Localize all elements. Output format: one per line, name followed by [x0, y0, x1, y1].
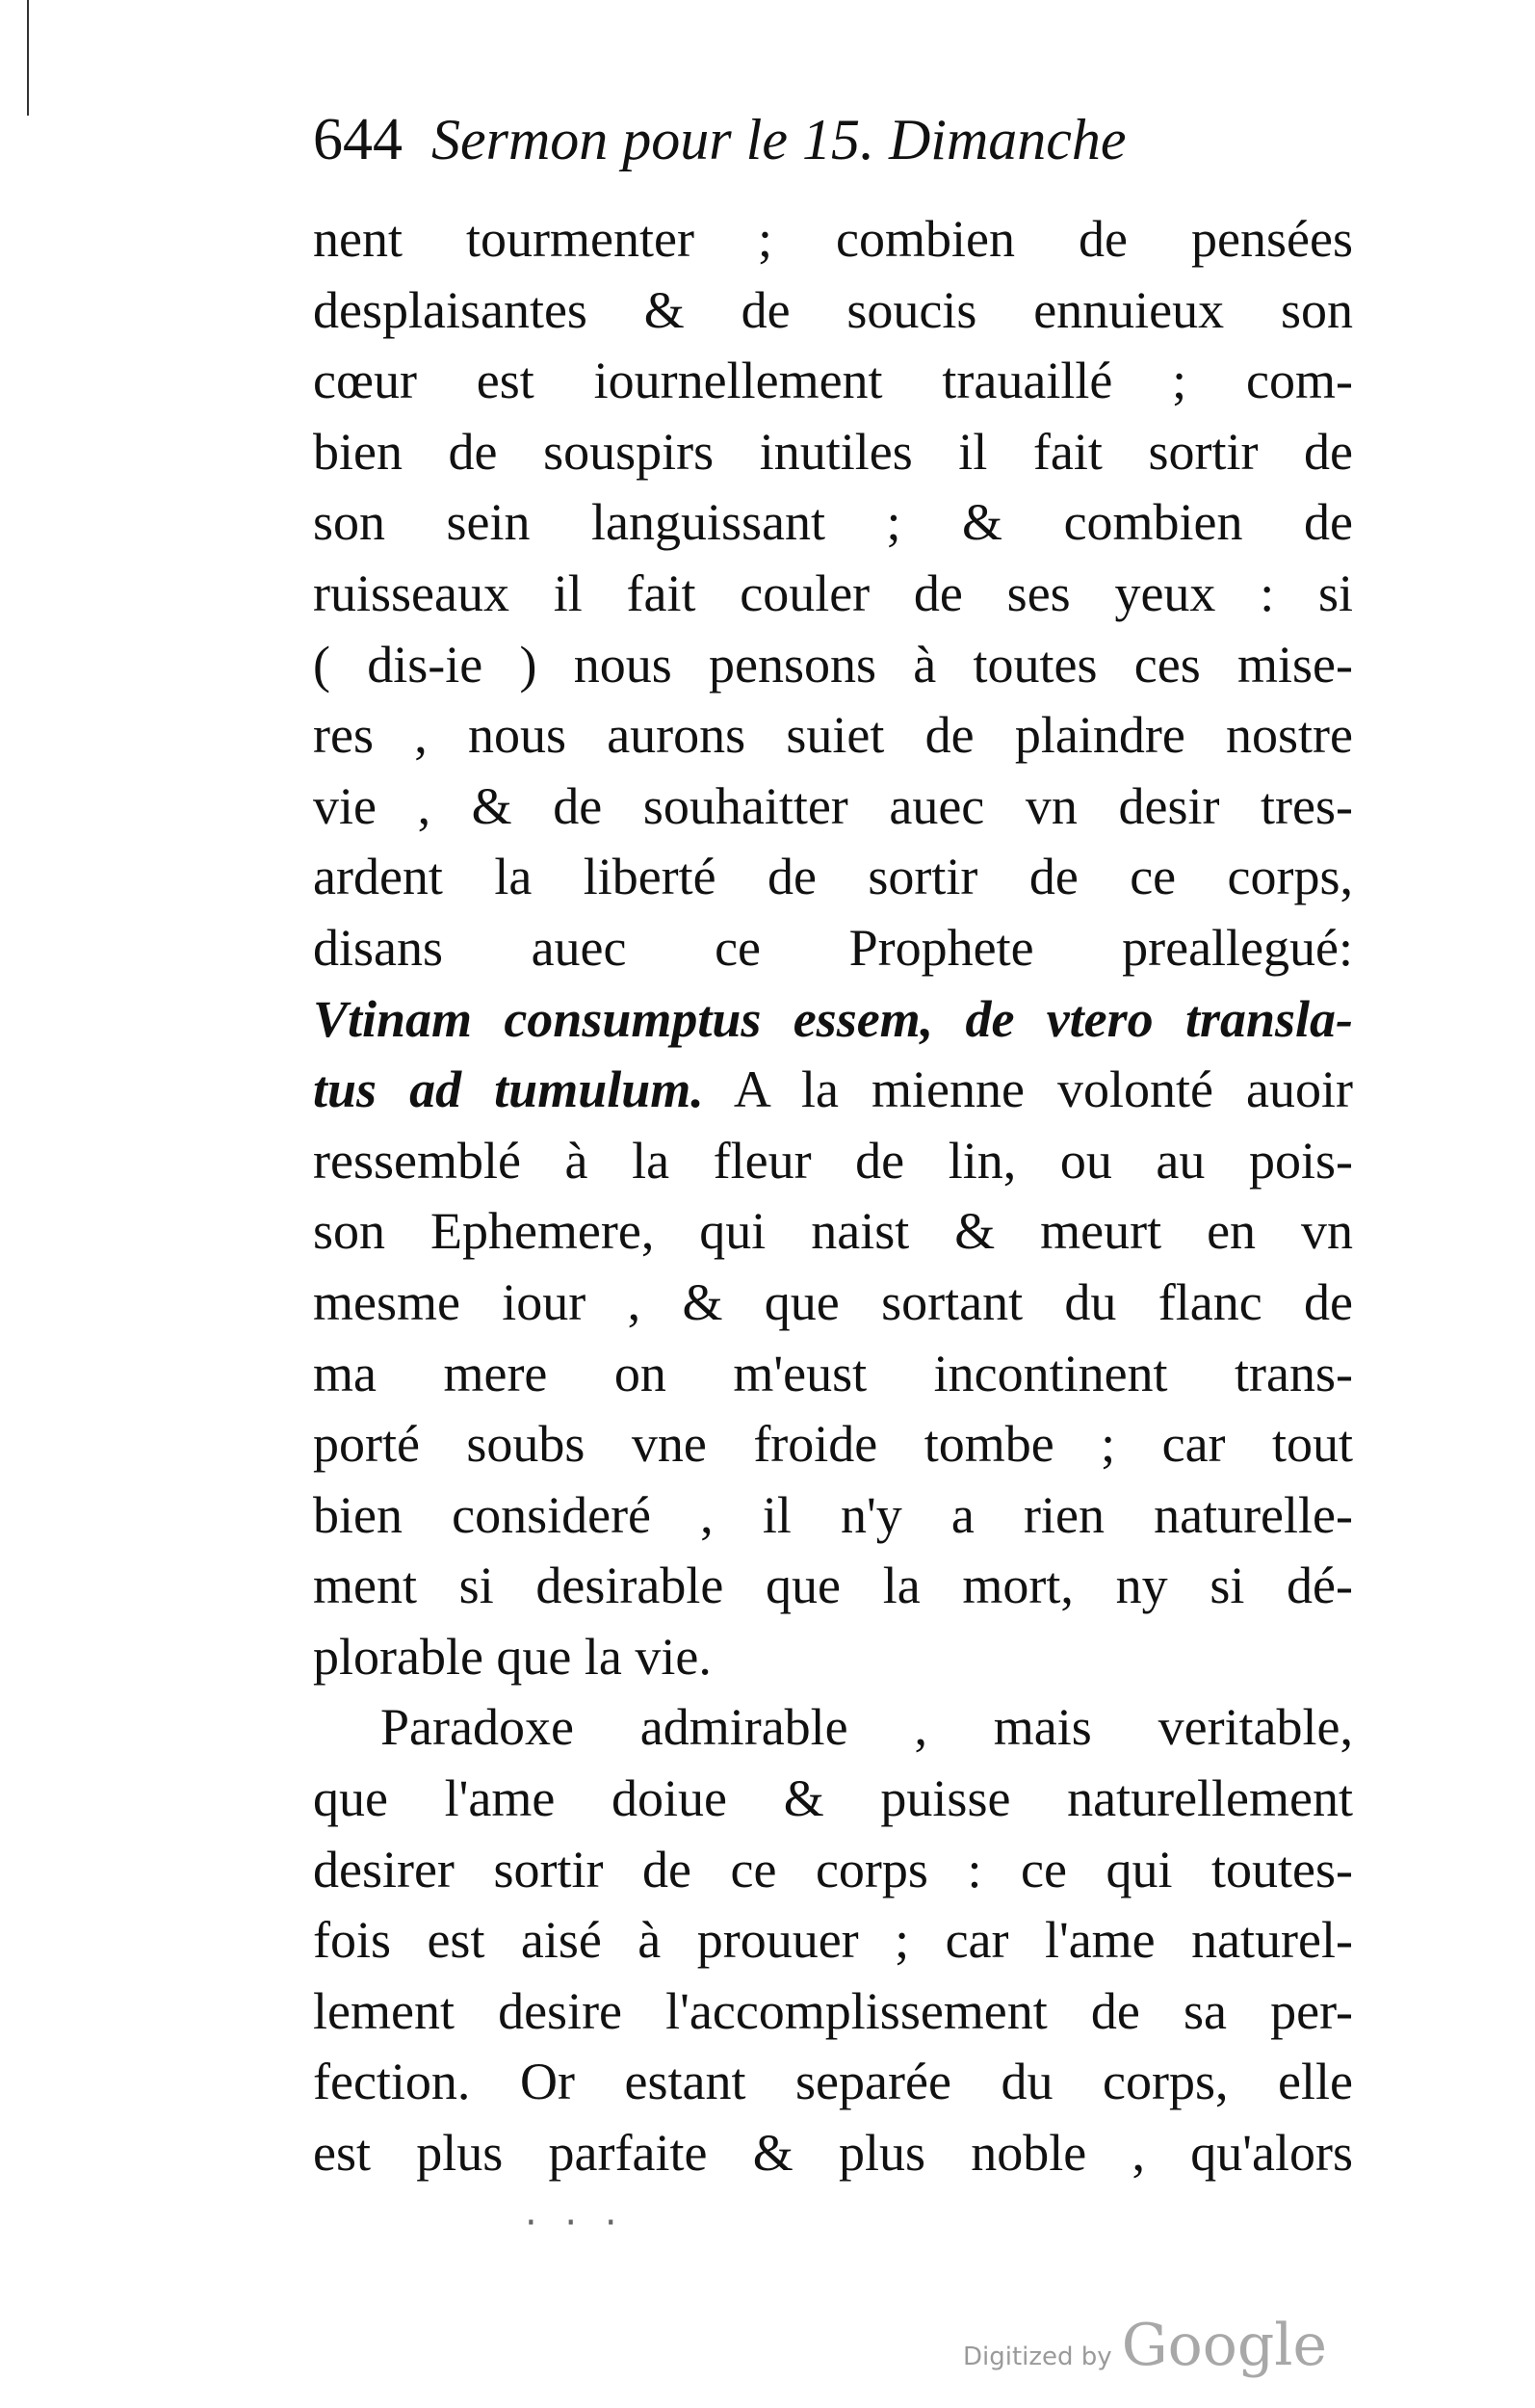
text-line-mixed: [313, 1055, 1353, 1126]
text-line: son Ephemere, qui naist & meurt en vn: [313, 1202, 1353, 1261]
page-header: [313, 106, 1276, 183]
text-line: desirer sortir de ce corps : ce qui toutes-: [313, 1840, 1353, 1898]
text-line: cœur est iournellement trauaillé ; com-: [313, 352, 1353, 410]
text-line: lement desire l'accomplissement de sa per-: [313, 1981, 1353, 2040]
text-line: son sein languissant ; & combien de: [313, 493, 1353, 552]
text-line: ressemblé à la fleur de lin, ou au pois-: [313, 1131, 1353, 1190]
text-line: ardent la liberté de sortir de ce corps,: [313, 848, 1353, 906]
digitized-by-label: Digitized by: [963, 2343, 1112, 2371]
text-line: ( dis-ie ) nous pensons à toutes ces mise-: [313, 635, 1353, 694]
text-line: fection. Or estant separée du corps, elle: [313, 2053, 1353, 2111]
text-line: ma mere on m'eust incontinent trans-: [313, 1344, 1353, 1402]
text-line: porté soubs vne froide tombe ; car tout: [313, 1415, 1353, 1474]
margin-rule: [27, 0, 29, 116]
google-watermark: [963, 2312, 1327, 2379]
google-logo: Google: [1121, 2312, 1327, 2379]
paragraph-start-line: Paradoxe admirable , mais veritable,: [380, 1698, 1353, 1757]
text-line: res , nous aurons suiet de plaindre nostre: [313, 706, 1353, 765]
text-line: bien de souspirs inutiles il fait sortir de: [313, 422, 1353, 481]
latin-quote-end: tus ad tumulum.: [313, 1060, 704, 1119]
text-line-continuation: A la mienne volonté auoir: [733, 1060, 1353, 1119]
body-text: [313, 204, 1353, 2189]
text-line: ment si desirable que la mort, ny si dé-: [313, 1557, 1353, 1615]
text-line: est plus parfaite & plus noble , qu'alors: [313, 2124, 1353, 2183]
paragraph-end-line: plorable que la vie.: [313, 1627, 712, 1686]
page-number: 644: [313, 107, 403, 172]
text-line: nent tourmenter ; combien de pensées: [313, 210, 1353, 268]
text-line: disans auec ce Prophete preallegué:: [313, 918, 1353, 977]
running-title: Sermon pour le 15. Dimanche: [431, 108, 1127, 171]
text-line: vie , & de souhaitter auec vn desir tres-: [313, 776, 1353, 835]
text-line: mesme iour , & que sortant du flanc de: [313, 1272, 1353, 1331]
text-line: ruisseaux il fait couler de ses yeux : si: [313, 563, 1353, 622]
text-line: fois est aisé à prouuer ; car l'ame naturel-: [313, 1911, 1353, 1970]
signature-marks: · · ·: [525, 2201, 625, 2245]
text-line: bien consideré , il n'y a rien naturelle-: [313, 1485, 1353, 1544]
text-line: que l'ame doiue & puisse naturellement: [313, 1769, 1353, 1828]
latin-quote-line: Vtinam consumptus essem, de vtero transla-: [313, 989, 1353, 1048]
text-line: desplaisantes & de soucis ennuieux son: [313, 280, 1353, 339]
